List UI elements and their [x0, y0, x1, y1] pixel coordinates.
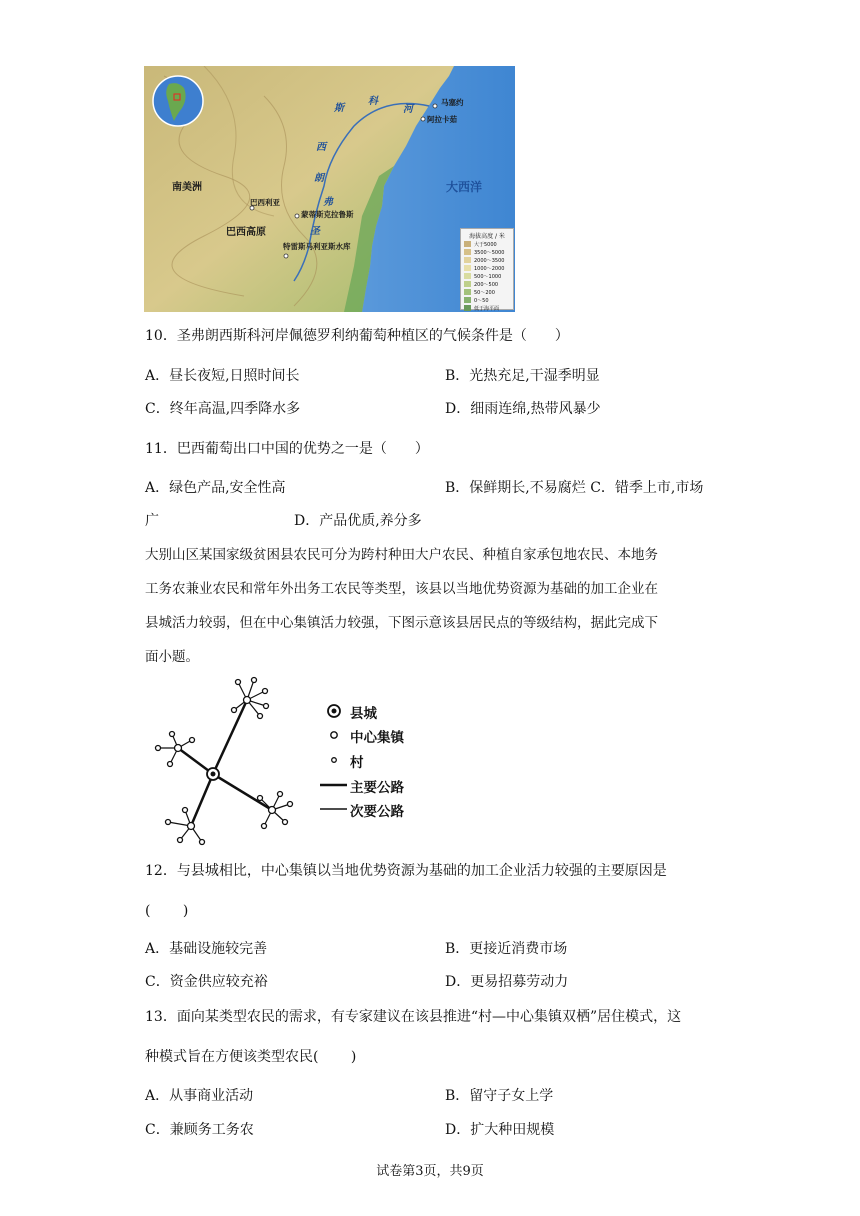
- legend-row-label: 500～1000: [474, 273, 502, 280]
- legend-main-road-label: 主要公路: [350, 780, 404, 796]
- q11-option-a[interactable]: A．绿色产品,安全性高: [145, 480, 286, 496]
- passage-line-1: 大别山区某国家级贫困县农民可分为跨村种田大户农民、种植自家承包地农民、本地务: [145, 547, 658, 563]
- brazil-relief-map: [144, 66, 515, 312]
- river-label-2: 科: [368, 96, 378, 107]
- q10-option-a[interactable]: A．昼长夜短,日照时间长: [145, 368, 300, 384]
- legend-swatch: [464, 249, 471, 255]
- city-label-montes-claros: 蒙蒂斯克拉鲁斯: [301, 210, 354, 219]
- q10-stem: 10．圣弗朗西斯科河岸佩德罗利纳葡萄种植区的气候条件是（ ）: [145, 328, 569, 344]
- legend-swatch: [464, 281, 471, 287]
- river-label-6: 弗: [323, 197, 333, 208]
- q12-stem: 12．与县城相比，中心集镇以当地优势资源为基础的加工企业活力较强的主要原因是: [145, 863, 667, 879]
- settlement-network: [150, 676, 420, 846]
- legend-row-label: 3500～5000: [474, 249, 505, 256]
- q10-option-c[interactable]: C．终年高温,四季降水多: [145, 401, 301, 417]
- plateau-label: 巴西高原: [226, 227, 266, 238]
- passage-line-4: 面小题。: [145, 649, 199, 665]
- legend-rows: [461, 240, 513, 312]
- legend-row-label: 1000～2000: [474, 265, 505, 272]
- legend-row: [464, 264, 513, 272]
- legend-row-label: 200～500: [474, 281, 499, 288]
- legend-title: 海拔高度 / 米: [469, 233, 505, 240]
- legend-swatch: [464, 305, 471, 311]
- continent-label: 南美洲: [172, 182, 202, 193]
- q10-option-b[interactable]: B．光热充足,干湿季明显: [445, 368, 600, 384]
- city-label-maceio: 马塞约: [441, 98, 464, 107]
- legend-row: [464, 240, 513, 248]
- q12-option-c[interactable]: C．资金供应较充裕: [145, 974, 268, 990]
- river-label-4: 西: [316, 142, 326, 153]
- legend-row: [464, 296, 513, 304]
- q13-option-a[interactable]: A．从事商业活动: [145, 1088, 254, 1104]
- q13-stem: 13．面向某类型农民的需求，有专家建议在该县推进“村—中心集镇双栖”居住模式，这: [145, 1009, 682, 1025]
- river-label-7: 圣: [310, 226, 320, 237]
- q11-option-c-cont: 广: [145, 513, 159, 529]
- q12-paren: ( ): [145, 903, 189, 919]
- legend-row: [464, 272, 513, 280]
- q11-option-d[interactable]: D．产品优质,养分多: [294, 513, 422, 529]
- legend-swatch: [464, 273, 471, 279]
- q10-option-d[interactable]: D．细雨连绵,热带风暴少: [445, 401, 601, 417]
- legend-row: [464, 256, 513, 264]
- passage-line-2: 工务农兼业农民和常年外出务工农民等类型，该县以当地优势资源为基础的加工企业在: [145, 581, 658, 597]
- legend-swatch: [464, 297, 471, 303]
- legend-secondary-road-label: 次要公路: [350, 804, 404, 820]
- city-label-aracaju: 阿拉卡茹: [427, 115, 457, 124]
- q13-stem-2: 种模式旨在方便该类型农民( ): [145, 1049, 357, 1065]
- city-label-brasilia: 巴西利亚: [250, 198, 280, 207]
- legend-row-label: 50～200: [474, 289, 495, 296]
- legend-swatch: [464, 265, 471, 271]
- q13-option-d[interactable]: D．扩大种田规模: [445, 1122, 555, 1138]
- legend-row-label: 0～50: [474, 297, 489, 304]
- legend-village-label: 村: [350, 755, 364, 771]
- legend-row-label: 大于5000: [474, 241, 497, 248]
- legend-row: [464, 248, 513, 256]
- legend-row: [464, 304, 513, 312]
- river-label-5: 朗: [314, 173, 324, 184]
- settlement-hierarchy-diagram: [150, 676, 420, 846]
- legend-row: [464, 288, 513, 296]
- legend-town-label: 中心集镇: [350, 730, 404, 746]
- q12-option-d[interactable]: D．更易招募劳动力: [445, 974, 569, 990]
- q13-option-b[interactable]: B．留守子女上学: [445, 1088, 554, 1104]
- reservoir-label: 特雷斯马利亚斯水库: [283, 242, 351, 251]
- legend-row: [464, 280, 513, 288]
- elevation-legend: [460, 228, 514, 310]
- legend-row-label: 2000～3500: [474, 257, 505, 264]
- legend-row-label: 低于海平面: [474, 305, 500, 312]
- q12-option-b[interactable]: B．更接近消费市场: [445, 941, 568, 957]
- river-label-1: 斯: [334, 103, 344, 114]
- legend-swatch: [464, 289, 471, 295]
- river-label-3: 河: [403, 104, 413, 115]
- legend-swatch: [464, 241, 471, 247]
- ocean-label: 大西洋: [446, 180, 483, 194]
- legend-county-label: 县城: [350, 706, 377, 722]
- passage-line-3: 县城活力较弱，但在中心集镇活力较强，下图示意该县居民点的等级结构，据此完成下: [145, 615, 658, 631]
- q11-option-b-c[interactable]: B．保鲜期长,不易腐烂 C．错季上市,市场: [445, 480, 704, 496]
- q11-stem: 11．巴西葡萄出口中国的优势之一是（ ）: [145, 441, 429, 457]
- legend-swatch: [464, 257, 471, 263]
- page-footer: 试卷第3页，共9页: [376, 1164, 484, 1179]
- q12-option-a[interactable]: A．基础设施较完善: [145, 941, 268, 957]
- q13-option-c[interactable]: C．兼顾务工务农: [145, 1122, 254, 1138]
